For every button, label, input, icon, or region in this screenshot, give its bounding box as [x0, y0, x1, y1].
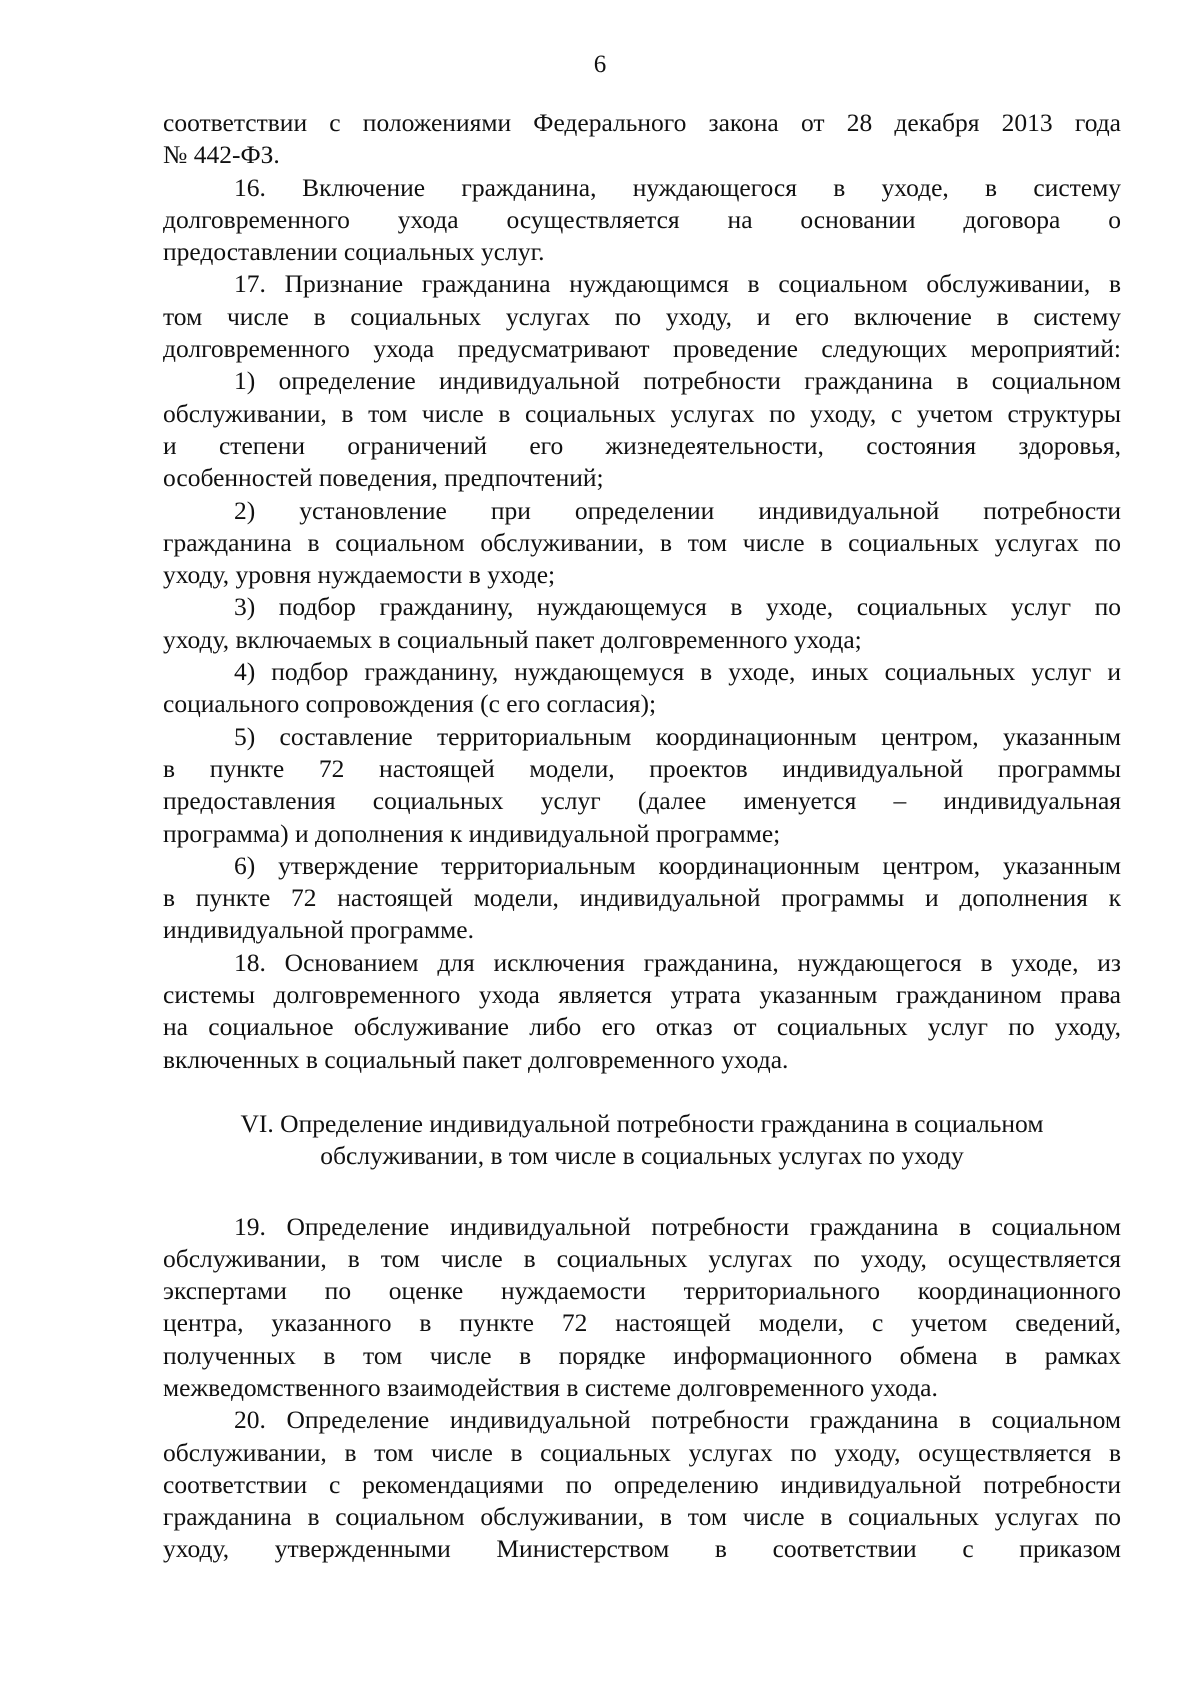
section-heading-line: обслуживании, в том числе в социальных услугах по уходу: [320, 1141, 964, 1171]
text-line: программа) и дополнения к индивидуальной программе;: [163, 818, 781, 848]
text-line: 5) составление территориальным координационным центром, указанным: [234, 721, 1121, 751]
text-line: включенных в социальный пакет долговременного ухода.: [163, 1044, 789, 1074]
text-line: 3) подбор гражданину, нуждающемуся в уходе, социальных услуг по: [234, 592, 1121, 622]
text-line: уходу, включаемых в социальный пакет долговременного ухода;: [163, 624, 862, 654]
text-line: предоставлении социальных услуг.: [163, 237, 545, 267]
text-line: уходу, утвержденными Министерством в соответствии с приказом: [163, 1534, 1121, 1564]
text-line: том числе в социальных услугах по уходу, и его включение в систему: [163, 301, 1121, 331]
text-line: № 442-ФЗ.: [163, 140, 280, 170]
text-line: 16. Включение гражданина, нуждающегося в уходе, в систему: [234, 172, 1121, 202]
text-line: социального сопровождения (с его согласия);: [163, 689, 657, 719]
text-line: системы долговременного ухода является утрата указанным гражданином права: [163, 980, 1121, 1010]
text-line: предоставления социальных услуг (далее именуется – индивидуальная: [163, 786, 1121, 816]
text-line: в пункте 72 настоящей модели, проектов индивидуальной программы: [163, 753, 1121, 783]
text-line: гражданина в социальном обслуживании, в том числе в социальных услугах по: [163, 1502, 1121, 1532]
text-line: 6) утверждение территориальным координационным центром, указанным: [234, 850, 1121, 880]
spacer: [163, 1076, 1121, 1108]
text-line: 19. Определение индивидуальной потребности гражданина в социальном: [234, 1211, 1121, 1241]
page-number: 6: [593, 51, 607, 78]
text-line: межведомственного взаимодействия в системе долговременного ухода.: [163, 1372, 938, 1402]
text-line: гражданина в социальном обслуживании, в том числе в социальных услугах по: [163, 527, 1121, 557]
text-line: и степени ограничений его жизнедеятельности, состояния здоровья,: [163, 430, 1121, 460]
text-line: на социальное обслуживание либо его отказ от социальных услуг по уходу,: [163, 1012, 1121, 1042]
text-line: долговременного ухода предусматривают проведение следующих мероприятий:: [163, 334, 1121, 364]
text-line: особенностей поведения, предпочтений;: [163, 463, 604, 493]
text-line: долговременного ухода осуществляется на основании договора о: [163, 204, 1121, 234]
text-line: соответствии с положениями Федерального закона от 28 декабря 2013 года: [163, 108, 1121, 137]
document-body: [163, 107, 1121, 1566]
text-line: 4) подбор гражданину, нуждающемуся в уходе, иных социальных услуг и: [234, 657, 1121, 687]
text-line: 2) установление при определении индивидуальной потребности: [234, 495, 1121, 525]
text-line: обслуживании, в том числе в социальных услугах по уходу, осуществляется: [163, 1243, 1121, 1273]
text-line: 18. Основанием для исключения гражданина, нуждающегося в уходе, из: [234, 947, 1121, 977]
paragraphs-after-heading: [163, 1211, 1121, 1566]
text-line: уходу, уровня нуждаемости в уходе;: [163, 560, 556, 590]
paragraphs-before-heading: [163, 107, 1121, 1076]
section-heading: [163, 1108, 1121, 1173]
text-line: центра, указанного в пункте 72 настоящей модели, с учетом сведений,: [163, 1308, 1121, 1338]
spacer: [163, 1173, 1121, 1211]
text-line: 17. Признание гражданина нуждающимся в социальном обслуживании, в: [234, 269, 1121, 299]
text-line: 20. Определение индивидуальной потребности гражданина в социальном: [234, 1405, 1121, 1435]
text-line: обслуживании, в том числе в социальных услугах по уходу, осуществляется в: [163, 1437, 1121, 1467]
text-line: 1) определение индивидуальной потребности гражданина в социальном: [234, 366, 1121, 396]
text-line: соответствии с рекомендациями по определению индивидуальной потребности: [163, 1469, 1121, 1499]
text-line: в пункте 72 настоящей модели, индивидуальной программы и дополнения к: [163, 883, 1121, 913]
text-line: индивидуальной программе.: [163, 915, 474, 945]
text-line: экспертами по оценке нуждаемости территориального координационного: [163, 1276, 1121, 1306]
section-heading-line: VI. Определение индивидуальной потребности гражданина в социальном: [240, 1108, 1044, 1138]
text-line: обслуживании, в том числе в социальных услугах по уходу, с учетом структуры: [163, 398, 1121, 428]
text-line: полученных в том числе в порядке информационного обмена в рамках: [163, 1340, 1121, 1370]
